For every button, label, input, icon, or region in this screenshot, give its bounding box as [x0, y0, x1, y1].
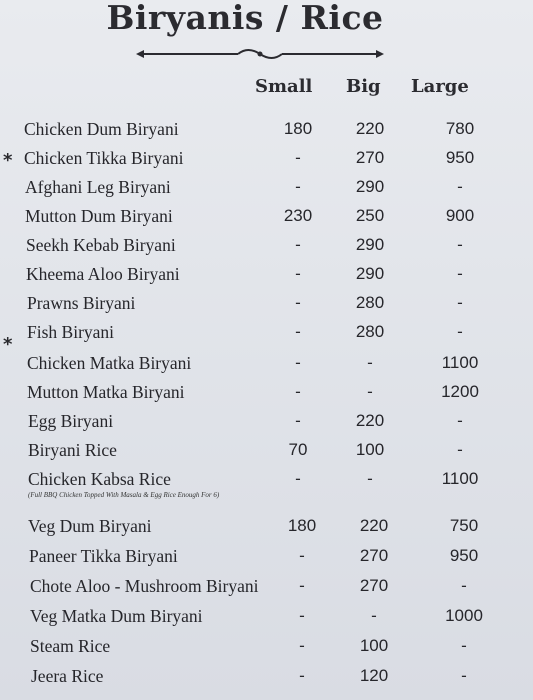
price-large: 950 [449, 546, 479, 565]
menu-section-title: Biryanis / Rice [106, 0, 384, 37]
price-large: - [457, 293, 463, 312]
menu-item-row [0, 293, 533, 321]
menu-item-name: Chicken Matka Biryani [27, 353, 192, 373]
price-large: 780 [445, 119, 475, 138]
menu-item-row [0, 206, 533, 234]
menu-item-name: Chicken Tikka Biryani [24, 148, 184, 168]
price-big: 290 [355, 235, 385, 254]
menu-item-row [0, 353, 533, 381]
price-large: 1100 [441, 469, 479, 488]
price-large: - [457, 440, 463, 459]
menu-item-name: Biryani Rice [28, 440, 117, 460]
column-header-large: Large [411, 76, 469, 97]
menu-item-name: Prawns Biryani [27, 293, 136, 313]
menu-item-name: Chicken Kabsa Rice [28, 469, 171, 489]
price-large: - [457, 322, 463, 341]
asterisk-marker-icon: * [3, 150, 13, 171]
price-big: 280 [355, 293, 385, 312]
menu-item-name: Seekh Kebab Biryani [26, 235, 176, 255]
column-header-big: Big [346, 76, 381, 97]
menu-item-row [0, 440, 533, 468]
price-large: - [457, 177, 463, 196]
price-small: - [295, 322, 301, 341]
price-small: - [299, 636, 305, 655]
menu-item-name: Fish Biryani [27, 322, 115, 342]
price-big: 100 [355, 440, 385, 459]
price-large: 900 [445, 206, 475, 225]
menu-item-row [0, 666, 533, 694]
menu-item-row [0, 382, 533, 410]
price-big: 250 [355, 206, 385, 225]
price-small: 180 [287, 516, 317, 535]
menu-item-row [0, 322, 533, 355]
menu-item-name: Mutton Dum Biryani [25, 206, 173, 226]
price-large: - [457, 411, 463, 430]
asterisk-marker-icon: * [3, 334, 13, 355]
menu-item-name: Veg Matka Dum Biryani [30, 606, 203, 626]
menu-item-name: Chicken Dum Biryani [24, 119, 179, 139]
price-small: - [295, 382, 301, 401]
menu-item-row [0, 411, 533, 439]
menu-item-row [0, 469, 533, 497]
menu-item-row [0, 636, 533, 664]
price-big: 220 [359, 516, 389, 535]
menu-item-row [0, 606, 533, 634]
price-big: 120 [359, 666, 389, 685]
menu-item-row [0, 148, 533, 176]
column-header-small: Small [255, 76, 313, 97]
menu-item-name: Chote Aloo - Mushroom Biryani [30, 576, 259, 596]
price-big: - [367, 382, 373, 401]
price-large: - [457, 235, 463, 254]
price-small: - [299, 606, 305, 625]
menu-item-row [0, 516, 533, 544]
price-small: - [295, 177, 301, 196]
menu-item-row [0, 119, 533, 147]
price-big: - [367, 353, 373, 372]
price-big: 290 [355, 264, 385, 283]
price-big: - [371, 606, 377, 625]
price-small: 70 [288, 440, 308, 459]
price-large: 750 [449, 516, 479, 535]
price-large: - [461, 576, 467, 595]
title-divider-flourish [130, 46, 390, 62]
price-small: - [295, 469, 301, 488]
menu-item-row [0, 576, 533, 604]
price-small: - [295, 264, 301, 283]
price-large: - [461, 666, 467, 685]
menu-item-name: Veg Dum Biryani [28, 516, 152, 536]
price-small: - [295, 235, 301, 254]
price-small: - [295, 293, 301, 312]
price-big: 220 [355, 119, 385, 138]
menu-item-row [0, 177, 533, 205]
price-small: 180 [283, 119, 313, 138]
price-big: 270 [359, 576, 389, 595]
price-small: - [295, 353, 301, 372]
price-small: - [295, 148, 301, 167]
price-small: - [295, 411, 301, 430]
price-large: 1100 [441, 353, 479, 372]
price-big: 280 [355, 322, 385, 341]
price-big: 100 [359, 636, 389, 655]
menu-item-name: Kheema Aloo Biryani [26, 264, 180, 284]
price-small: - [299, 576, 305, 595]
menu-item-row [0, 235, 533, 263]
price-large: 1000 [445, 606, 483, 625]
menu-item-row [0, 264, 533, 292]
menu-item-name: Mutton Matka Biryani [27, 382, 185, 402]
price-large: - [457, 264, 463, 283]
menu-item-name: Paneer Tikka Biryani [29, 546, 178, 566]
price-small: - [299, 666, 305, 685]
price-big: 270 [359, 546, 389, 565]
price-big: 270 [355, 148, 385, 167]
price-big: 220 [355, 411, 385, 430]
menu-item-name: Afghani Leg Biryani [25, 177, 171, 197]
price-large: - [461, 636, 467, 655]
price-big: - [367, 469, 373, 488]
price-large: 1200 [441, 382, 479, 401]
price-small: 230 [283, 206, 313, 225]
menu-item-row [0, 546, 533, 574]
menu-item-note: (Full BBQ Chicken Topped With Masala & Egg Rice Enough For 6) [28, 491, 220, 499]
price-large: 950 [445, 148, 475, 167]
menu-item-name: Steam Rice [30, 636, 111, 656]
menu-item-name: Egg Biryani [28, 411, 114, 431]
price-big: 290 [355, 177, 385, 196]
price-small: - [299, 546, 305, 565]
menu-item-name: Jeera Rice [31, 666, 104, 686]
